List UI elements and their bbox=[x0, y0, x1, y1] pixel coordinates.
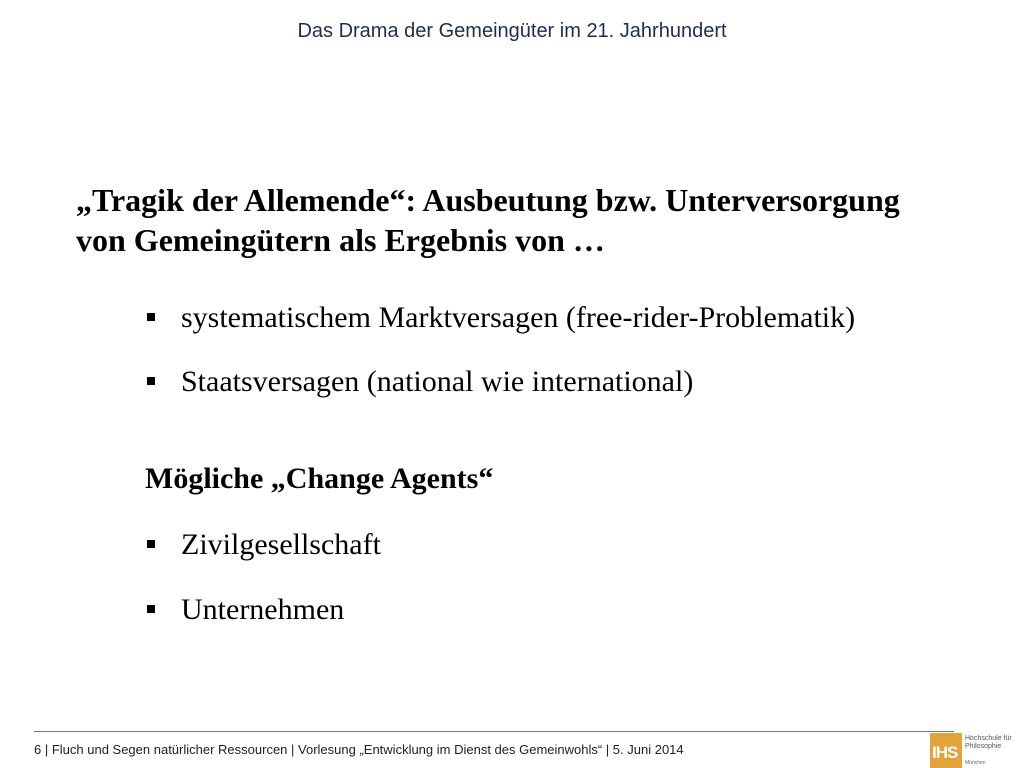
logo-subtitle-line-2: Philosophie bbox=[965, 743, 1002, 750]
bullet-item bbox=[147, 300, 855, 336]
intro-line-1: „Tragik der Allemende“: Ausbeutung bzw. Unterversorgung bbox=[76, 182, 900, 218]
square-bullet-icon bbox=[147, 313, 155, 321]
footer-text: 6 | Fluch und Segen natürlicher Ressourcen | Vorlesung „Entwicklung im Dienst des Gemeinwohls“ | 5. Juni 2014 bbox=[34, 742, 684, 757]
logo-mark: IHS bbox=[932, 743, 958, 762]
bullet-text: Staatsversagen (national wie international) bbox=[181, 365, 694, 398]
intro-line-2: von Gemeingütern als Ergebnis von … bbox=[76, 222, 605, 258]
ihs-logo bbox=[930, 733, 1020, 768]
logo-subtitle bbox=[965, 735, 1020, 751]
footer-divider bbox=[34, 731, 954, 732]
logo-color-block bbox=[930, 733, 962, 768]
square-bullet-icon bbox=[147, 605, 155, 613]
intro-text bbox=[76, 180, 996, 260]
slide-header-title: Das Drama der Gemeingüter im 21. Jahrhundert bbox=[297, 20, 727, 42]
change-agents-heading: Mögliche „Change Agents“ bbox=[145, 462, 494, 495]
logo-place: München bbox=[965, 760, 986, 766]
bullet-item bbox=[147, 592, 344, 628]
bullet-item bbox=[147, 364, 693, 400]
bullet-item bbox=[147, 527, 381, 563]
square-bullet-icon bbox=[147, 377, 155, 385]
square-bullet-icon bbox=[147, 540, 155, 548]
logo-subtitle-line-1: Hochschule für bbox=[965, 735, 1012, 742]
bullet-text: Unternehmen bbox=[181, 593, 345, 626]
bullet-text: systematischem Marktversagen (free-rider-Problematik) bbox=[181, 301, 856, 334]
bullet-text: Zivilgesellschaft bbox=[181, 528, 381, 561]
